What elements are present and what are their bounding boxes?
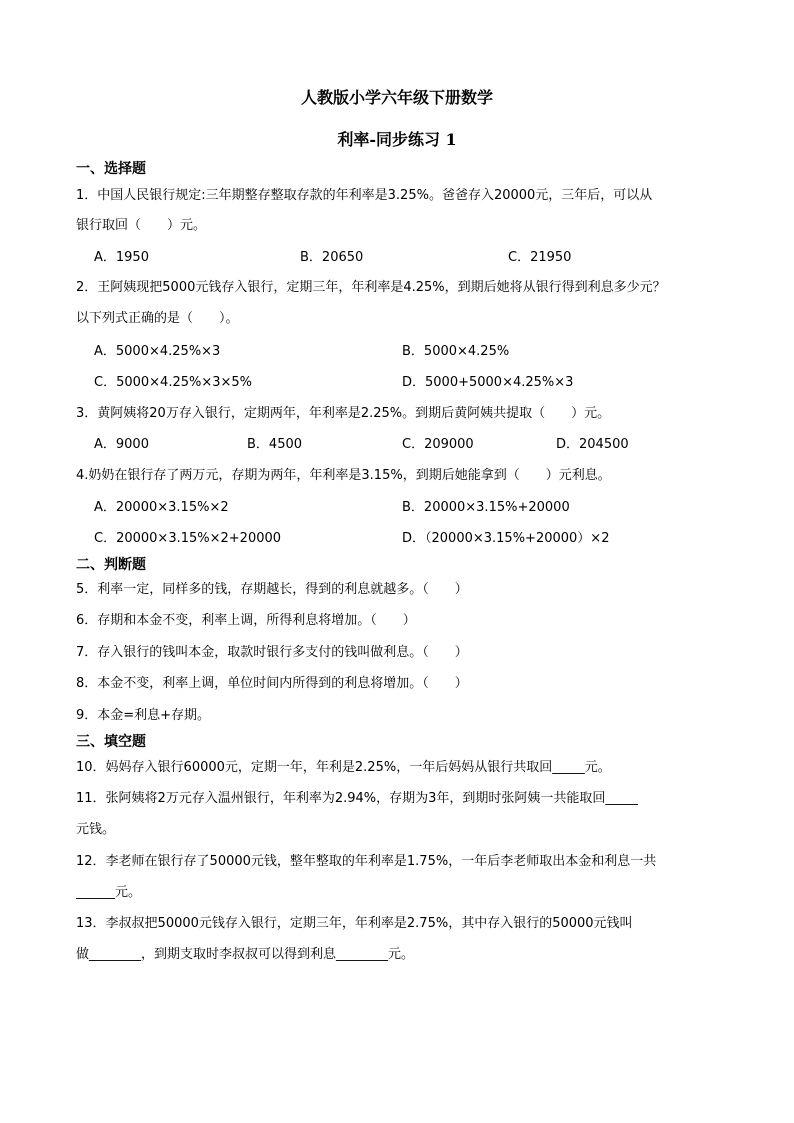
question-11-line-2: 元钱。	[76, 822, 116, 837]
question-12-line-2: ______元。	[76, 885, 142, 900]
question-4-line-1: 4.奶奶在银行存了两万元，存期为两年，年利率是3.15%，到期后她能拿到（ ）元利息。	[76, 468, 611, 483]
question-11-line-1: 11．张阿姨将2万元存入温州银行，年利率为2.94%，存期为3年，到期时张阿姨一共能取回_____	[76, 791, 638, 806]
section-choice-heading: 一、选择题	[76, 161, 146, 177]
question-1-line-1: 1．中国人民银行规定:三年期整存整取存款的年利率是3.25%。爸爸存入20000元，三年后，可以从	[76, 188, 653, 203]
question-4-option-d: D．（20000×3.15%+20000）×2	[402, 531, 610, 546]
question-3-option-a: A．9000	[94, 437, 149, 452]
question-2-line-2: 以下列式正确的是（ ）。	[76, 311, 239, 326]
question-1-line-2: 银行取回（ ）元。	[76, 218, 207, 233]
question-2-option-c: C．5000×4.25%×3×5%	[94, 375, 253, 390]
question-13-line-1: 13．李叔叔把50000元钱存入银行，定期三年，年利率是2.75%，其中存入银行的50000元钱叫	[76, 916, 633, 931]
question-3-option-d: D．204500	[556, 437, 629, 452]
question-6: 6．存期和本金不变，利率上调，所得利息将增加。（ ）	[76, 613, 416, 628]
page-title: 人教版小学六年级下册数学	[300, 88, 493, 107]
question-2-line-1: 2．王阿姨现把5000元钱存入银行，定期三年，年利率是4.25%，到期后她将从银行得到利息多少元？	[76, 280, 666, 295]
question-1-option-c: C．21950	[508, 250, 572, 265]
question-9: 9．本金=利息+存期。	[76, 708, 211, 723]
question-7: 7．存入银行的钱叫本金，取款时银行多支付的钱叫做利息。（ ）	[76, 645, 468, 660]
question-2-option-b: B．5000×4.25%	[402, 344, 510, 359]
question-3-line-1: 3．黄阿姨将20万存入银行，定期两年，年利率是2.25%。到期后黄阿姨共提取（ ）元。	[76, 406, 611, 421]
question-2-option-d: D．5000+5000×4.25%×3	[402, 375, 574, 390]
question-1-option-b: B．20650	[300, 250, 364, 265]
question-10: 10．妈妈存入银行60000元，定期一年，年利是2.25%，一年后妈妈从银行共取回_____元。	[76, 760, 611, 775]
question-3-option-b: B．4500	[247, 437, 303, 452]
question-4-option-c: C．20000×3.15%×2+20000	[94, 531, 282, 546]
question-5: 5．利率一定，同样多的钱，存期越长，得到的利息就越多。（ ）	[76, 582, 468, 597]
question-2-option-a: A．5000×4.25%×3	[94, 344, 221, 359]
question-3-option-c: C．209000	[402, 437, 474, 452]
question-4-option-a: A．20000×3.15%×2	[94, 500, 229, 515]
section-judge-heading: 二、判断题	[76, 557, 146, 573]
section-fill-heading: 三、填空题	[76, 734, 146, 750]
page-subtitle: 利率-同步练习 1	[337, 130, 457, 149]
question-1-option-a: A．1950	[94, 250, 149, 265]
question-12-line-1: 12．李老师在银行存了50000元钱，整年整取的年利率是1.75%，一年后李老师取出本金和利息一共	[76, 854, 657, 869]
question-4-option-b: B．20000×3.15%+20000	[402, 500, 570, 515]
question-13-line-2: 做________，到期支取时李叔叔可以得到利息________元。	[76, 947, 415, 962]
question-8: 8．本金不变，利率上调，单位时间内所得到的利息将增加。（ ）	[76, 676, 468, 691]
